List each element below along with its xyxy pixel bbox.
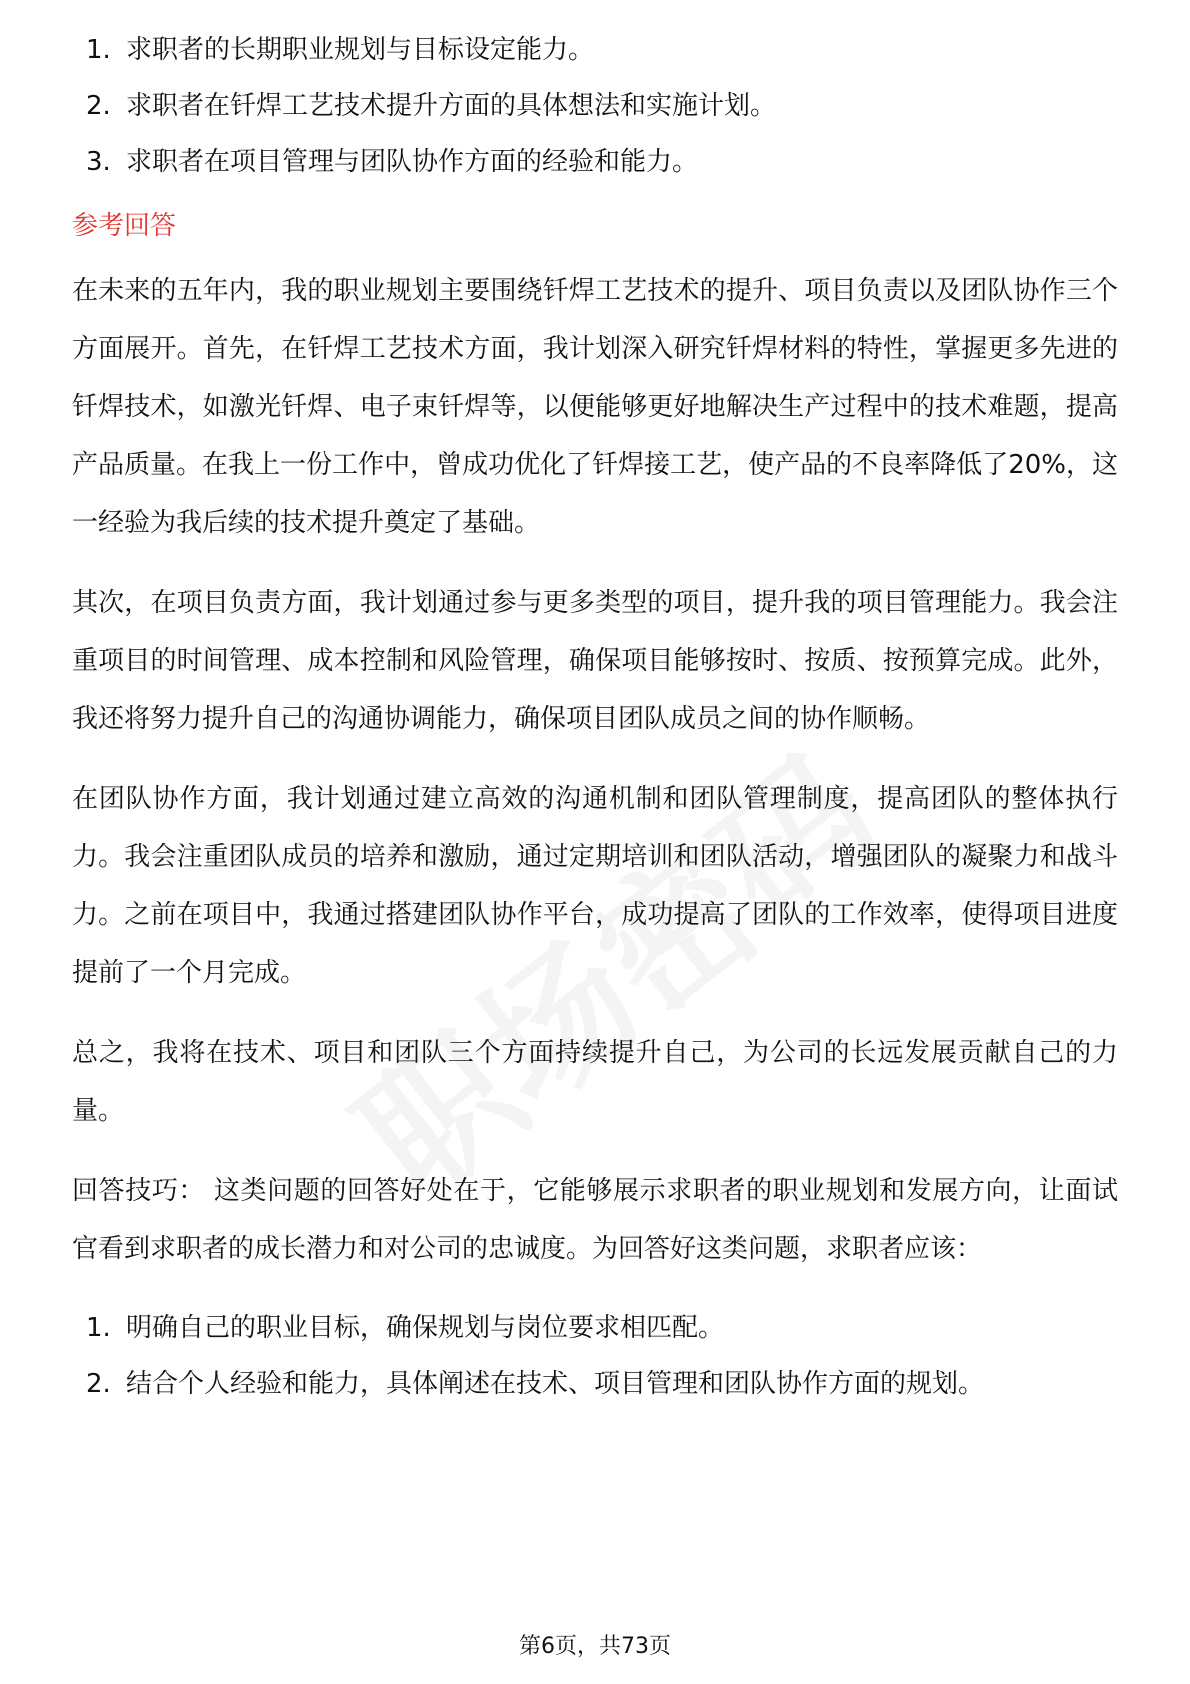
list-item-text: 求职者在项目管理与团队协作方面的经验和能力。 xyxy=(126,147,699,177)
list-item-text: 求职者在钎焊工艺技术提升方面的具体想法和实施计划。 xyxy=(126,91,777,121)
list-item-number: 2. xyxy=(86,91,111,121)
page-content xyxy=(72,22,1118,1412)
answer-paragraph: 在团队协作方面，我计划通过建立高效的沟通机制和团队管理制度，提高团队的整体执行力。我会注重团队成员的培养和激励，通过定期培训和团队活动，增强团队的凝聚力和战斗力。之前在项目中，我通过搭建团队协作平台，成功提高了团队的工作效率，使得项目进度提前了一个月完成。 xyxy=(72,784,1118,988)
list-item-number: 3. xyxy=(86,147,111,177)
list-item xyxy=(72,1300,1118,1356)
answer-paragraph: 总之，我将在技术、项目和团队三个方面持续提升自己，为公司的长远发展贡献自己的力量。 xyxy=(72,1038,1118,1126)
list-item-text: 明确自己的职业目标，确保规划与岗位要求相匹配。 xyxy=(126,1313,725,1343)
list-item-text: 求职者的长期职业规划与目标设定能力。 xyxy=(126,35,595,65)
page-number-footer: 第6页，共73页 xyxy=(519,1634,671,1659)
list-item xyxy=(72,1356,1118,1412)
top-numbered-list xyxy=(72,22,1118,190)
reference-answer-heading: 参考回答 xyxy=(72,211,177,241)
list-item-number: 1. xyxy=(86,35,111,65)
list-item-number: 2. xyxy=(86,1369,111,1399)
list-item-text: 结合个人经验和能力，具体阐述在技术、项目管理和团队协作方面的规划。 xyxy=(126,1369,985,1399)
answer-paragraph: 在未来的五年内，我的职业规划主要围绕钎焊工艺技术的提升、项目负责以及团队协作三个方面展开。首先，在钎焊工艺技术方面，我计划深入研究钎焊材料的特性，掌握更多先进的钎焊技术，如激光钎焊、电子束钎焊等，以便能够更好地解决生产过程中的技术难题，提高产品质量。在我上一份工作中，曾成功优化了钎焊接工艺，使产品的不良率降低了20%，这一经验为我后续的技术提升奠定了基础。 xyxy=(72,276,1118,538)
answer-paragraph: 其次，在项目负责方面，我计划通过参与更多类型的项目，提升我的项目管理能力。我会注重项目的时间管理、成本控制和风险管理，确保项目能够按时、按质、按预算完成。此外，我还将努力提升自己的沟通协调能力，确保项目团队成员之间的协作顺畅。 xyxy=(72,588,1118,734)
list-item-number: 1. xyxy=(86,1313,111,1343)
list-item xyxy=(72,22,1118,78)
list-item xyxy=(72,134,1118,190)
bottom-numbered-list xyxy=(72,1300,1118,1412)
list-item xyxy=(72,78,1118,134)
answer-tips-paragraph: 回答技巧： 这类问题的回答好处在于，它能够展示求职者的职业规划和发展方向，让面试官看到求职者的成长潜力和对公司的忠诚度。为回答好这类问题，求职者应该： xyxy=(72,1176,1118,1264)
